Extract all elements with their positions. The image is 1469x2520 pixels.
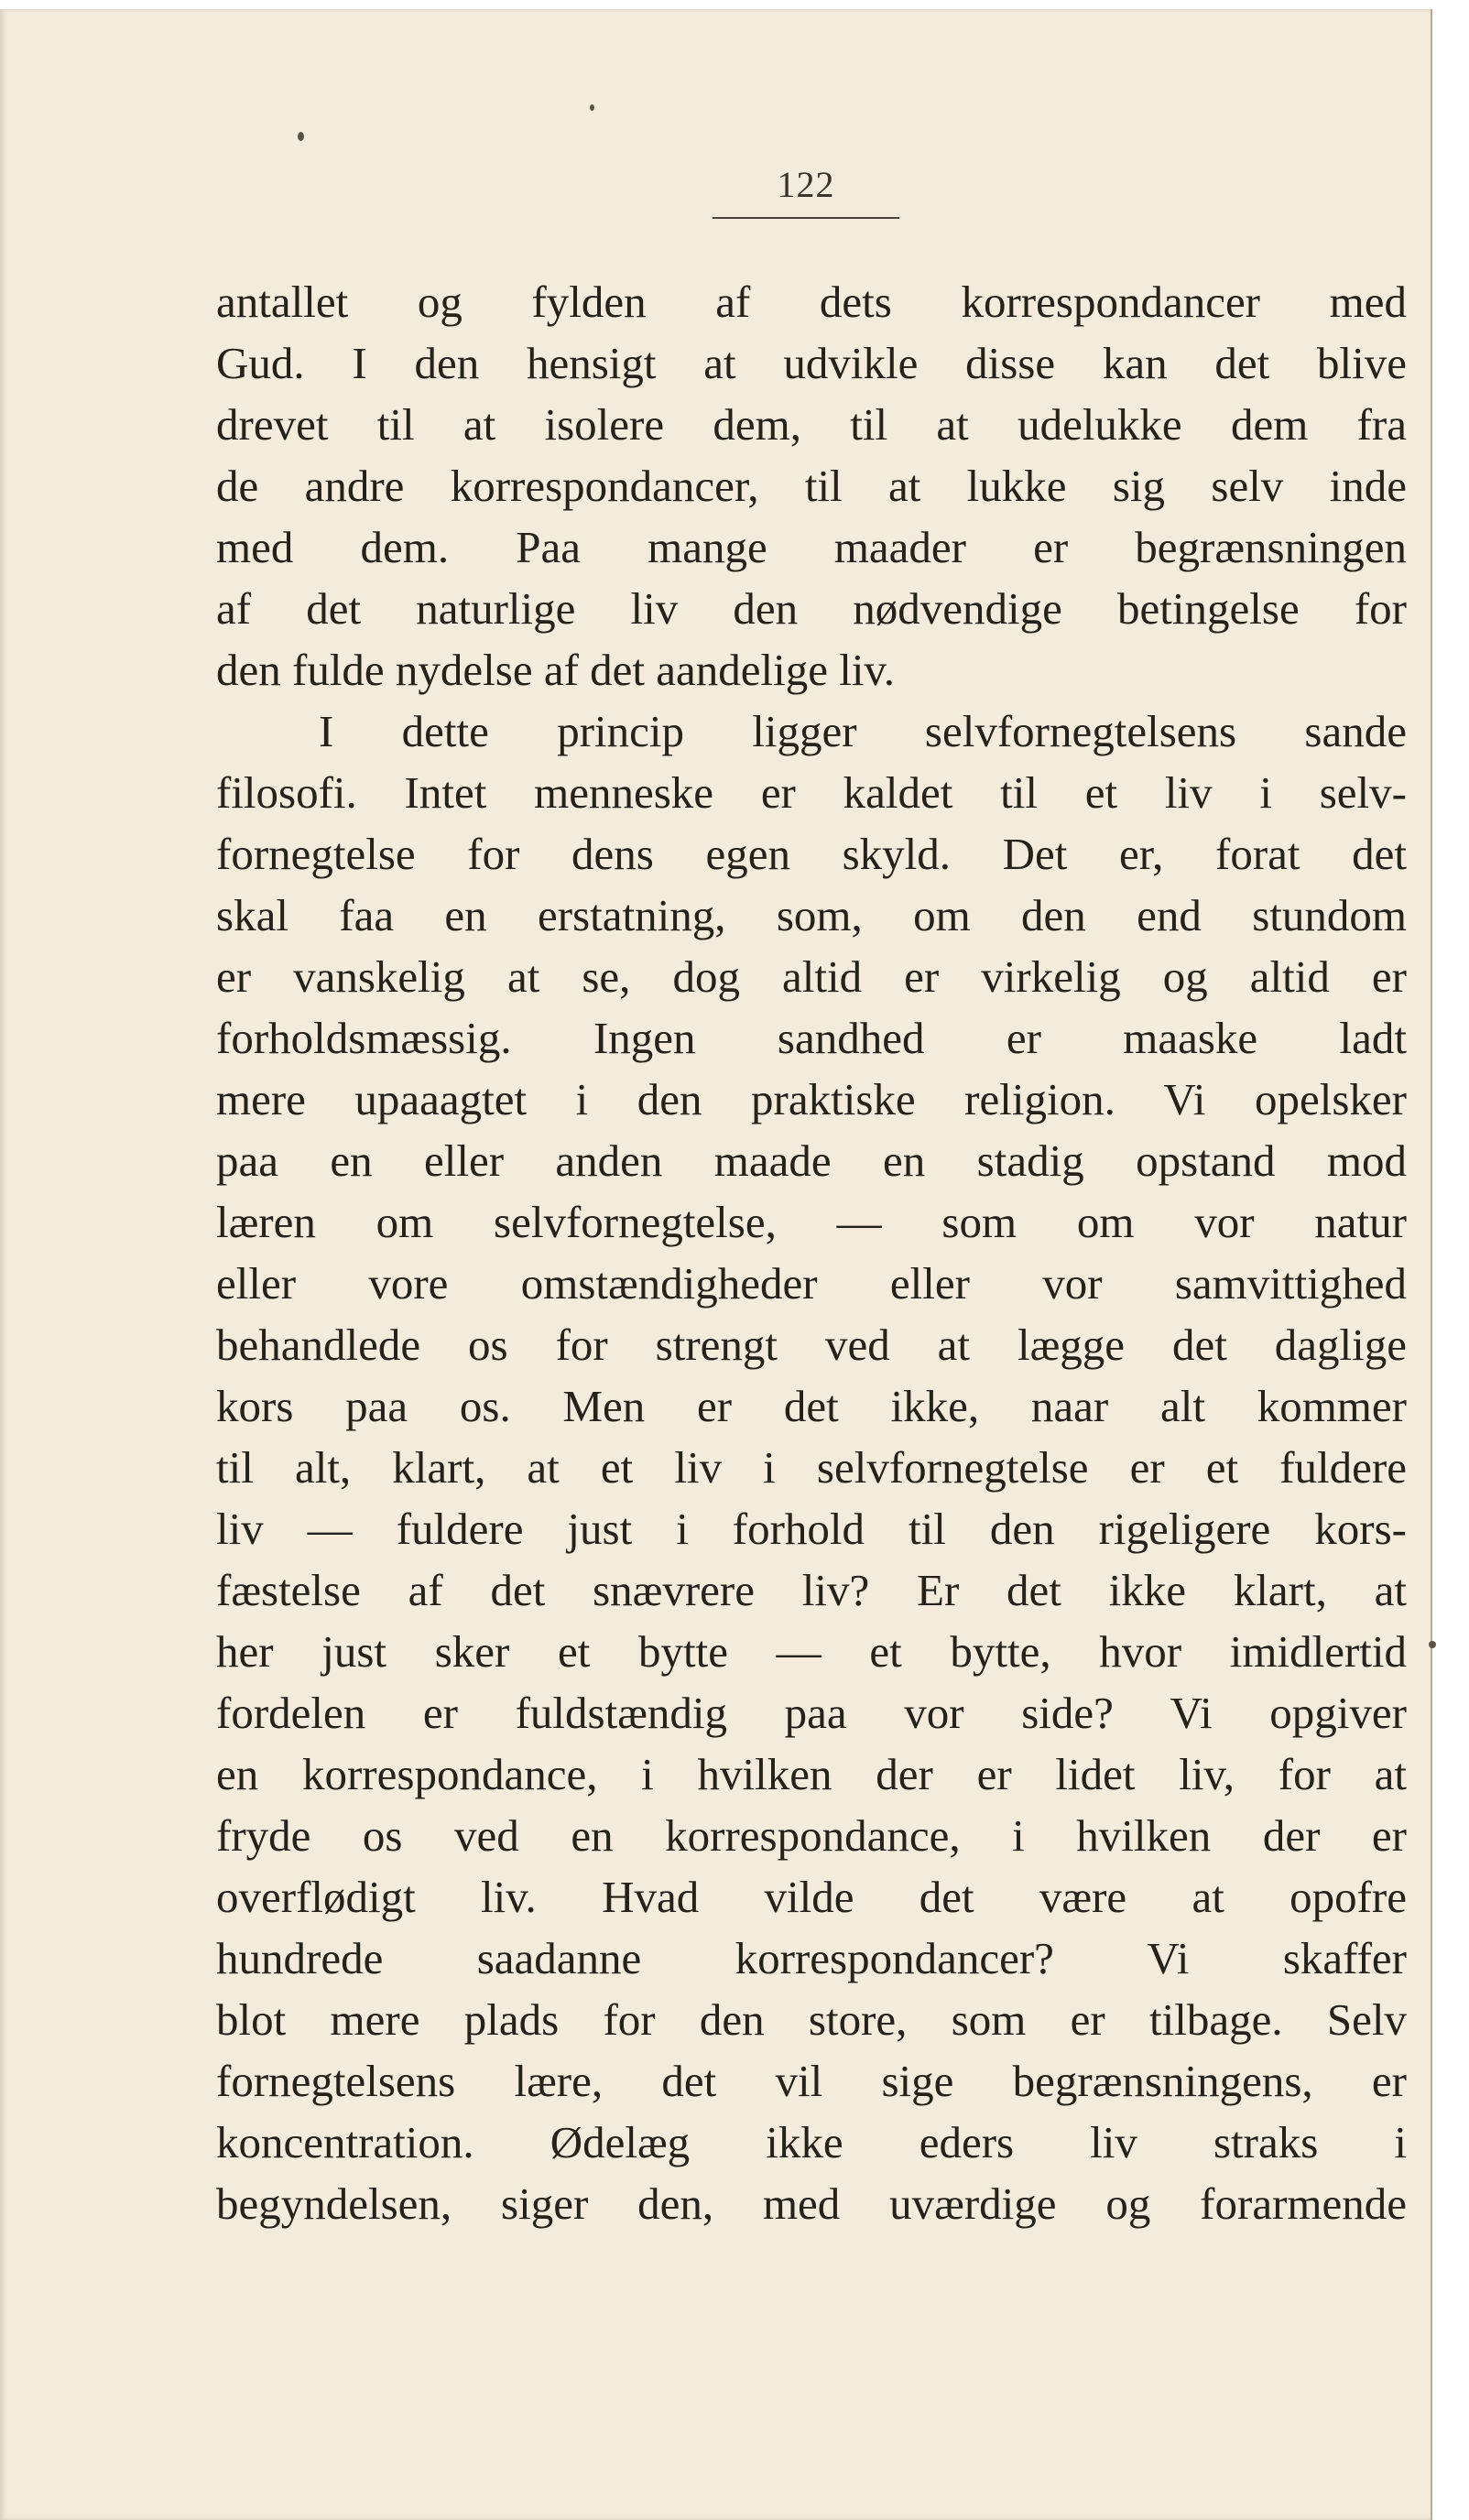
ink-speck	[1429, 1641, 1436, 1648]
text-line: af det naturlige liv den nødvendige betingelse for	[216, 583, 1407, 634]
ink-speck	[590, 104, 594, 111]
text-line: kors paa os. Men er det ikke, naar alt kommer	[216, 1381, 1407, 1431]
text-line: en korrespondance, i hvilken der er lidet liv, for at	[216, 1749, 1407, 1799]
text-line: filosofi. Intet menneske er kaldet til et liv i selv-	[216, 767, 1407, 818]
page-number: 122	[777, 164, 835, 205]
text-line: behandlede os for strengt ved at lægge det daglige	[216, 1320, 1407, 1370]
text-line: liv — fuldere just i forhold til den rigeligere kors-	[216, 1504, 1407, 1554]
text-line: her just sker et bytte — et bytte, hvor imidlertid	[216, 1626, 1407, 1677]
text-line: den fulde nydelse af det aandelige liv.	[216, 645, 896, 695]
text-line: fornegtelse for dens egen skyld. Det er, forat det	[216, 829, 1407, 879]
text-line: hundrede saadanne korrespondancer? Vi skaffer	[216, 1933, 1407, 1983]
text-line: drevet til at isolere dem, til at udelukke dem fra	[216, 399, 1407, 450]
text-line: eller vore omstændigheder eller vor samvittighed	[216, 1258, 1407, 1309]
text-line: forholdsmæssig. Ingen sandhed er maaske ladt	[216, 1013, 1407, 1063]
book-page	[0, 9, 1432, 2520]
text-line: koncentration. Ødelæg ikke eders liv straks i	[216, 2117, 1407, 2167]
text-line: paa en eller anden maade en stadig opstand mod	[216, 1135, 1407, 1186]
text-line: blot mere plads for den store, som er tilbage. Selv	[216, 1994, 1407, 2045]
text-line: antallet og fylden af dets korrespondancer med	[216, 277, 1407, 327]
text-line: er vanskelig at se, dog altid er virkelig og altid er	[216, 951, 1407, 1002]
text-line: de andre korrespondancer, til at lukke sig selv inde	[216, 461, 1407, 511]
page-number-rule	[713, 217, 899, 219]
text-line: begyndelsen, siger den, med uværdige og forarmende	[216, 2178, 1407, 2229]
text-line: overflødigt liv. Hvad vilde det være at opofre	[216, 1872, 1407, 1922]
text-line: skal faa en erstatning, som, om den end stundom	[216, 890, 1407, 940]
text-line: læren om selvfornegtelse, — som om vor natur	[216, 1197, 1407, 1247]
text-line: I dette princip ligger selvfornegtelsens sande	[319, 706, 1407, 756]
text-line: fordelen er fuldstændig paa vor side? Vi opgiver	[216, 1688, 1407, 1738]
text-line: med dem. Paa mange maader er begrænsningen	[216, 522, 1407, 572]
text-line: til alt, klart, at et liv i selvfornegtelse er et fuldere	[216, 1442, 1407, 1493]
text-line: fornegtelsens lære, det vil sige begrænsningens, er	[216, 2056, 1407, 2106]
text-line: fryde os ved en korrespondance, i hvilken der er	[216, 1810, 1407, 1861]
text-line: Gud. I den hensigt at udvikle disse kan det blive	[216, 338, 1407, 388]
text-line: fæstelse af det snævrere liv? Er det ikke klart, at	[216, 1565, 1407, 1615]
ink-speck	[298, 132, 304, 141]
text-line: mere upaaagtet i den praktiske religion. Vi opelsker	[216, 1074, 1407, 1124]
